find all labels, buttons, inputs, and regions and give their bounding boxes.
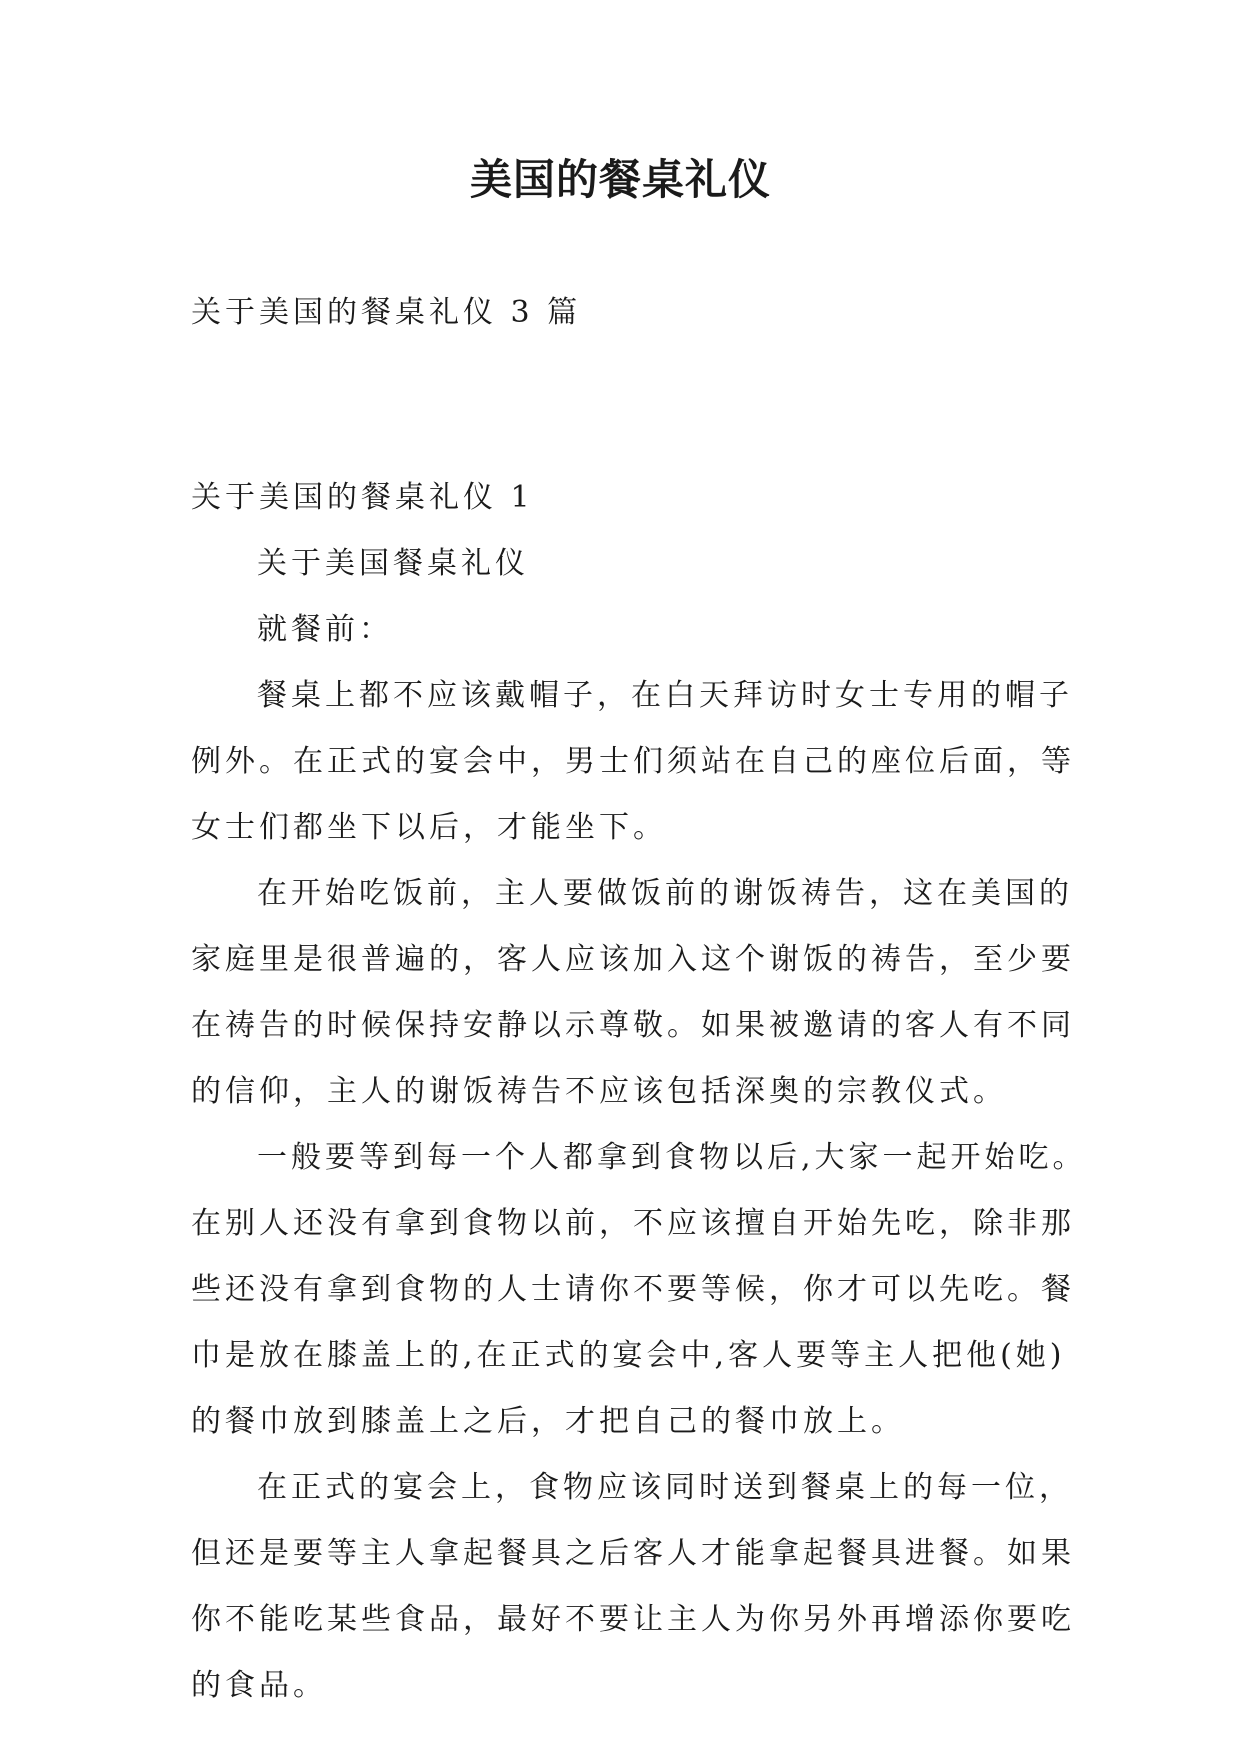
before-meal-heading: 就餐前： (257, 612, 393, 647)
paragraph-line: 些还没有拿到食物的人士请你不要等候，你才可以先吃。餐 (191, 1272, 1075, 1307)
paragraph-line: 一般要等到每一个人都拿到食物以后,大家一起开始吃。 (257, 1140, 1087, 1175)
paragraph (191, 861, 1075, 1125)
paragraph-line: 但还是要等主人拿起餐具之后客人才能拿起餐具进餐。如果 (191, 1536, 1075, 1571)
section-heading: 关于美国的餐桌礼仪 1 (191, 480, 534, 515)
paragraph-line: 女士们都坐下以后，才能坐下。 (191, 810, 667, 845)
paragraph-line: 餐桌上都不应该戴帽子，在白天拜访时女士专用的帽子 (257, 678, 1073, 713)
paragraph-line: 巾是放在膝盖上的,在正式的宴会中,客人要等主人把他(她) (191, 1338, 1066, 1373)
document-body (191, 465, 1087, 1719)
section-subheading: 关于美国餐桌礼仪 (257, 546, 529, 581)
paragraph-line: 你不能吃某些食品，最好不要让主人为你另外再增添你要吃 (191, 1602, 1075, 1637)
document-title: 美国的餐桌礼仪 (469, 155, 771, 204)
paragraph-line: 在开始吃饭前，主人要做饭前的谢饭祷告，这在美国的 (257, 876, 1073, 911)
paragraph (191, 1455, 1075, 1719)
paragraph-line: 家庭里是很普遍的，客人应该加入这个谢饭的祷告，至少要 (191, 942, 1075, 977)
paragraph-line: 在别人还没有拿到食物以前，不应该擅自开始先吃，除非那 (191, 1206, 1075, 1241)
document-subtitle: 关于美国的餐桌礼仪 3 篇 (191, 295, 582, 330)
paragraph (191, 663, 1075, 861)
paragraph-line: 例外。在正式的宴会中，男士们须站在自己的座位后面，等 (191, 744, 1075, 779)
paragraph-line: 在正式的宴会上，食物应该同时送到餐桌上的每一位， (257, 1470, 1073, 1505)
paragraph-line: 在祷告的时候保持安静以示尊敬。如果被邀请的客人有不同 (191, 1008, 1075, 1043)
paragraph (191, 1125, 1087, 1455)
paragraph-line: 的食品。 (191, 1668, 327, 1703)
paragraph-line: 的餐巾放到膝盖上之后，才把自己的餐巾放上。 (191, 1404, 905, 1439)
paragraph-line: 的信仰，主人的谢饭祷告不应该包括深奥的宗教仪式。 (191, 1074, 1007, 1109)
